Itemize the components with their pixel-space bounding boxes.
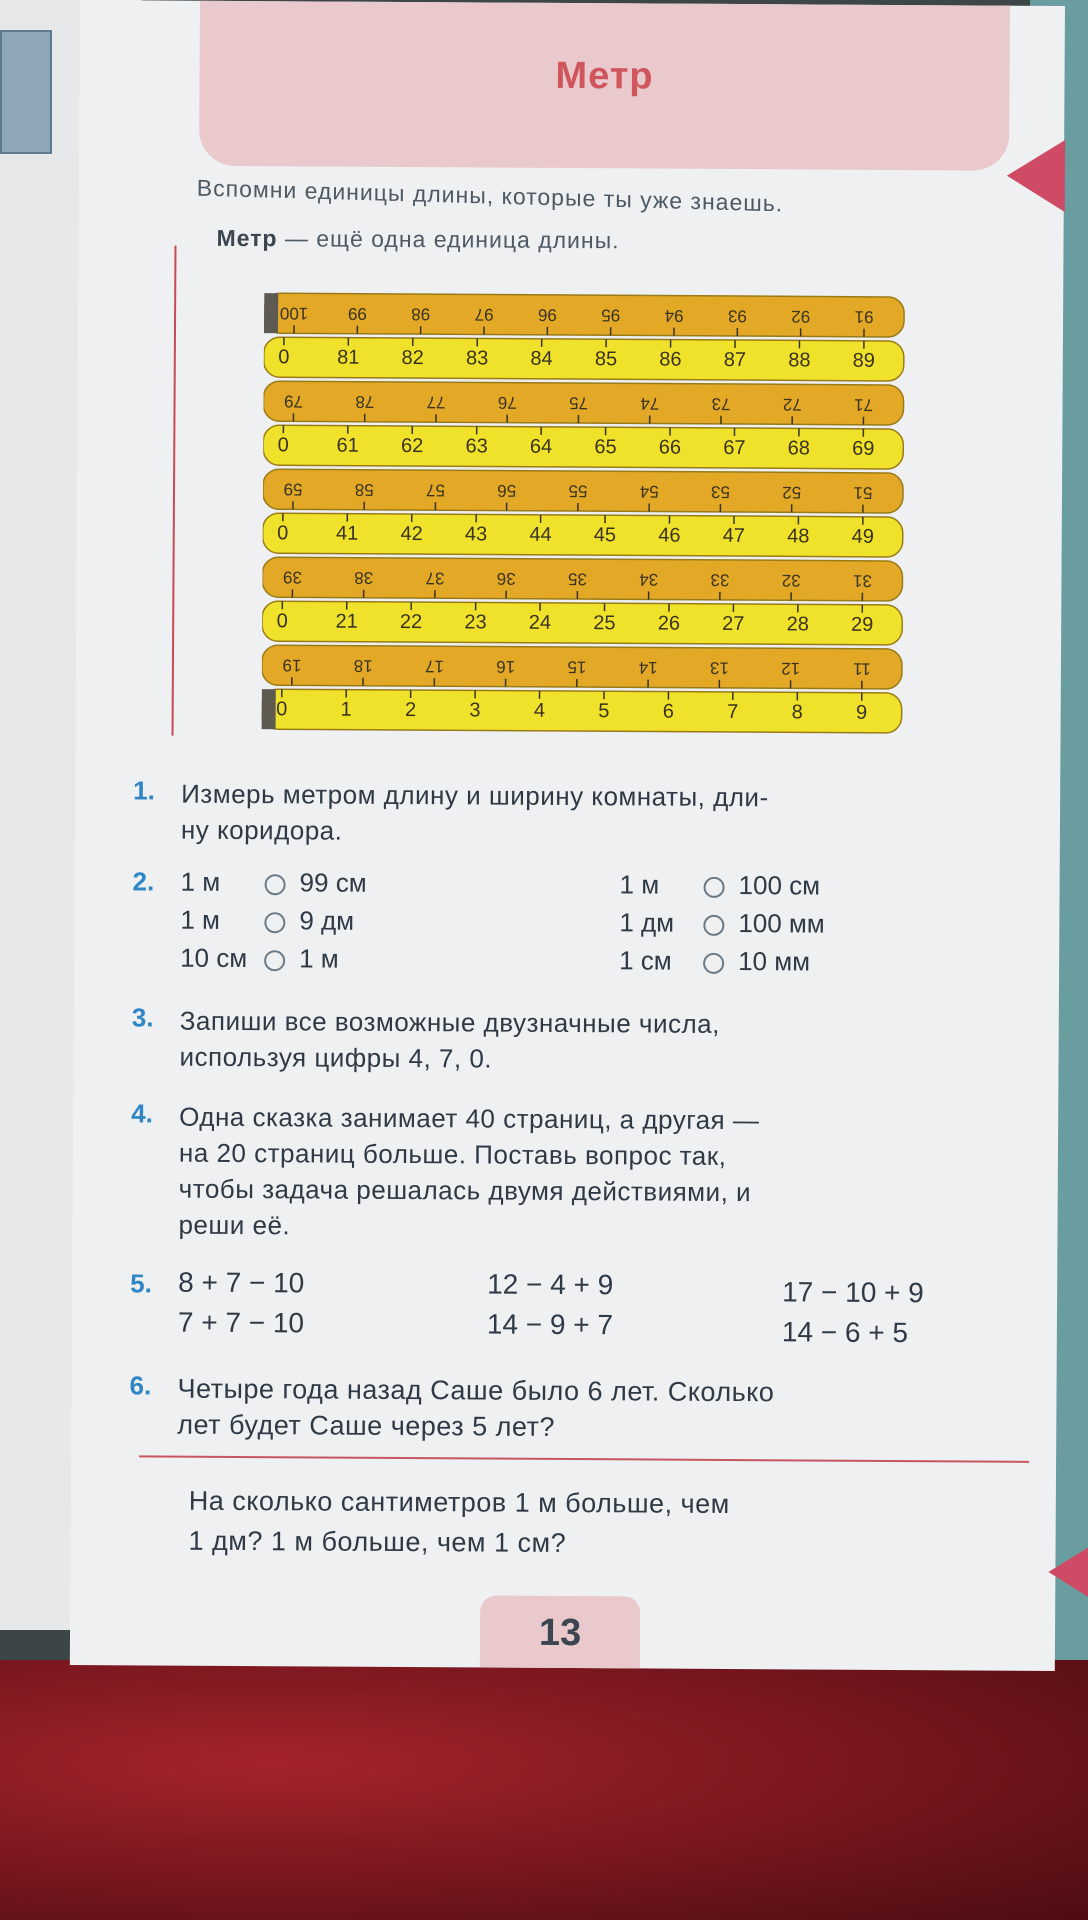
bookmark-triangle-top	[1007, 140, 1065, 212]
ruler-mark-label: 97	[474, 304, 494, 325]
comparison-left: 1 м	[180, 866, 221, 897]
ruler-mark-label: 73	[711, 394, 731, 414]
ruler-segment	[262, 557, 902, 601]
ruler-mark-label: 26	[657, 612, 681, 635]
ruler-mark-label: 35	[567, 569, 587, 589]
task-number: 3.	[131, 1002, 154, 1033]
ruler-mark-label: 19	[282, 655, 302, 675]
ruler-mark-label: 22	[399, 610, 423, 634]
definition	[216, 225, 619, 254]
ruler-mark-label: 37	[425, 568, 445, 588]
ruler-segment-body	[262, 689, 902, 733]
comparison	[180, 943, 339, 975]
task-line: Измерь метром длину и ширину комнаты, дли-	[181, 778, 769, 813]
comparison-right: 10 мм	[738, 946, 811, 977]
comparison-right: 100 мм	[738, 908, 825, 939]
textbook-page	[70, 0, 1065, 1671]
ruler-mark-label: 56	[497, 481, 517, 501]
page-title: Метр	[555, 54, 654, 98]
ruler-mark-label: 15	[567, 657, 587, 677]
task-text	[179, 1003, 1039, 1080]
ruler-segment	[263, 513, 903, 557]
ruler-mark-label: 64	[529, 435, 553, 458]
ruler-mark-label: 76	[497, 393, 517, 413]
compare-circle[interactable]	[703, 914, 724, 935]
ruler-mark-label: 21	[335, 610, 358, 633]
compare-circle[interactable]	[264, 912, 285, 933]
bonus-line: 1 дм? 1 м больше, чем 1 см?	[188, 1525, 567, 1558]
compare-circle[interactable]	[704, 876, 725, 897]
ruler-mark-label: 47	[722, 524, 746, 548]
ruler-mark-label: 46	[658, 524, 681, 547]
ruler-mark-label: 4	[533, 699, 546, 722]
ruler-mark-label: 54	[639, 481, 659, 502]
ruler-mark-label: 27	[722, 612, 745, 636]
ruler-mark-label: 11	[853, 659, 871, 679]
ruler-mark-label: 16	[496, 657, 516, 677]
ruler-mark-label: 0	[278, 346, 290, 369]
ruler-mark-label: 31	[852, 571, 872, 591]
compare-circle[interactable]	[703, 952, 724, 973]
ruler-mark-label: 65	[594, 436, 617, 459]
ruler-segment	[263, 425, 903, 469]
comparison-left: 1 м	[180, 904, 221, 935]
bonus-line: На сколько сантиметров 1 м больше, чем	[188, 1485, 730, 1519]
ruler-mark-label: 68	[787, 437, 811, 460]
compare-circle[interactable]	[264, 950, 285, 971]
header-banner	[199, 1, 1010, 171]
ruler-mark-label: 57	[425, 480, 446, 500]
comparison	[620, 869, 821, 901]
ruler-mark-label: 69	[852, 437, 875, 460]
red-cloth	[0, 1660, 1088, 1920]
page-number-tab	[480, 1595, 640, 1668]
ruler-mark-label: 61	[336, 434, 359, 457]
ruler-mark-label: 24	[528, 611, 552, 634]
ruler-mark-label: 93	[727, 306, 747, 326]
ruler-mark-label: 23	[464, 611, 487, 634]
definition-text: — ещё одна единица длины.	[277, 225, 620, 254]
ruler-segment	[262, 601, 902, 645]
ruler-mark-label: 14	[638, 657, 658, 678]
ruler-mark-label: 74	[640, 393, 660, 414]
ruler-mark-label: 87	[723, 348, 747, 372]
ruler-mark-label: 5	[598, 700, 610, 723]
ruler-mark-label: 39	[282, 567, 302, 587]
task-line: на 20 страниц больше. Поставь вопрос так,	[178, 1137, 727, 1171]
compare-circle[interactable]	[265, 874, 286, 895]
ruler-end-cap	[264, 293, 278, 333]
ruler-segment	[263, 381, 903, 425]
ruler-mark-label: 29	[851, 613, 874, 636]
ruler-mark-label: 43	[464, 523, 488, 546]
ruler-mark-label: 67	[723, 436, 746, 460]
ruler-mark-label: 72	[782, 394, 802, 414]
ruler-mark-label: 95	[601, 305, 621, 325]
ruler-mark-label: 7	[727, 700, 739, 724]
page-number: 13	[538, 1611, 582, 1655]
definition-term: Метр	[216, 224, 278, 252]
ruler-mark-label: 55	[568, 481, 588, 501]
ruler-mark-label: 94	[664, 306, 684, 326]
ruler-mark-label: 82	[401, 346, 424, 370]
ruler-mark-label: 91	[854, 307, 874, 327]
ruler-mark-label: 96	[537, 305, 557, 325]
ruler-mark-label: 25	[593, 612, 616, 635]
task-line: чтобы задача решалась двумя действиями, и	[178, 1173, 752, 1208]
expression: 7 + 7 − 10	[177, 1306, 305, 1339]
ruler-mark-label: 63	[465, 435, 488, 458]
ruler-mark-label: 85	[594, 348, 618, 371]
task-line: реши её.	[178, 1209, 291, 1241]
ruler-mark-label: 0	[276, 610, 288, 633]
task-line: Четыре года назад Саше было 6 лет. Сколько	[177, 1373, 775, 1408]
ruler-mark-label: 2	[404, 698, 417, 722]
ruler-mark-label: 77	[426, 392, 446, 412]
ruler-mark-label: 58	[354, 480, 374, 500]
ruler-mark-label: 8	[791, 701, 803, 724]
task-number: 5.	[130, 1268, 152, 1299]
ruler-mark-label: 32	[781, 570, 801, 590]
comparison-left: 1 дм	[619, 907, 675, 938]
comparison-right: 100 см	[738, 870, 821, 901]
ruler-mark-label: 62	[400, 434, 424, 458]
ruler-mark-label: 51	[853, 483, 873, 503]
ruler-segment	[262, 689, 902, 733]
ruler-mark-label: 75	[569, 393, 589, 413]
bonus-question	[188, 1481, 1018, 1566]
task-line: ну коридора.	[180, 814, 343, 846]
ruler-mark-label: 33	[710, 570, 730, 590]
comparison-right: 1 м	[299, 943, 339, 974]
task-text	[181, 776, 1041, 853]
task-number: 4.	[131, 1098, 153, 1129]
ruler-mark-label: 89	[852, 349, 876, 372]
expression: 14 − 9 + 7	[486, 1308, 614, 1341]
ruler-mark-label: 49	[851, 525, 874, 548]
ruler-mark-label: 88	[788, 349, 811, 372]
ruler-mark-label: 0	[277, 522, 289, 545]
task-number: 6.	[129, 1370, 152, 1401]
margin-line	[172, 246, 177, 736]
comparison-right: 99 см	[299, 867, 367, 898]
ruler-mark-label: 99	[347, 304, 367, 324]
left-page-illustration	[0, 30, 52, 154]
task-line: Одна сказка занимает 40 страниц, а другая —	[179, 1101, 760, 1136]
ruler-mark-label: 0	[277, 434, 289, 457]
comparison	[619, 907, 825, 939]
folding-ruler	[261, 289, 914, 743]
comparison-right: 9 дм	[299, 905, 355, 936]
bookmark-triangle-bottom	[1048, 1536, 1088, 1608]
ruler-mark-label: 66	[658, 436, 682, 459]
intro-text: Вспомни единицы длины, которые ты уже знаешь.	[196, 174, 784, 217]
ruler-mark-label: 83	[465, 347, 489, 370]
ruler-mark-label: 78	[355, 392, 375, 412]
ruler-mark-label: 9	[856, 701, 868, 724]
comparison	[181, 867, 367, 899]
task-text	[177, 1371, 1037, 1448]
ruler-mark-label: 100	[279, 303, 309, 323]
ruler-mark-label: 45	[593, 524, 617, 547]
task-number: 1.	[133, 775, 155, 806]
ruler-mark-label: 53	[710, 482, 731, 502]
ruler-mark-label: 18	[353, 656, 373, 676]
expression: 12 − 4 + 9	[487, 1268, 614, 1301]
comparison	[619, 945, 810, 977]
folding-ruler-illustration	[261, 289, 914, 743]
ruler-mark-label: 3	[469, 699, 481, 722]
ruler-mark-label: 12	[781, 658, 801, 678]
ruler-end-cap	[262, 689, 276, 729]
ruler-mark-label: 34	[639, 569, 659, 590]
ruler-segment	[264, 293, 904, 337]
task-line: лет будет Саше через 5 лет?	[177, 1409, 556, 1442]
task-number: 2.	[132, 866, 155, 897]
ruler-mark-label: 86	[659, 348, 682, 371]
divider-line	[139, 1455, 1029, 1462]
ruler-mark-label: 44	[529, 523, 552, 546]
ruler-mark-label: 52	[782, 482, 802, 502]
ruler-mark-label: 28	[786, 613, 809, 636]
expression: 17 − 10 + 9	[782, 1276, 924, 1309]
ruler-segment	[262, 645, 902, 689]
comparison	[180, 905, 354, 937]
ruler-mark-label: 38	[354, 568, 374, 588]
ruler-mark-label: 81	[337, 346, 360, 369]
ruler-mark-label: 0	[276, 698, 288, 721]
ruler-mark-label: 1	[340, 698, 352, 721]
ruler-mark-label: 36	[496, 569, 516, 589]
ruler-segment	[264, 337, 904, 381]
ruler-mark-label: 79	[284, 391, 304, 411]
ruler-mark-label: 13	[709, 658, 729, 678]
comparison-left: 1 см	[619, 945, 672, 976]
ruler-mark-label: 84	[530, 347, 553, 370]
ruler-mark-label: 17	[424, 656, 444, 676]
task-line: Запиши все возможные двузначные числа,	[179, 1005, 720, 1039]
ruler-mark-label: 41	[335, 522, 359, 545]
task-line: используя цифры 4, 7, 0.	[179, 1041, 493, 1074]
expression: 14 − 6 + 5	[781, 1316, 909, 1349]
ruler-mark-label: 98	[411, 304, 431, 324]
ruler-mark-label: 48	[787, 525, 810, 548]
ruler-segment	[263, 469, 903, 513]
expression: 8 + 7 − 10	[178, 1266, 305, 1299]
ruler-mark-label: 6	[662, 700, 674, 723]
comparison-left: 1 м	[619, 869, 660, 900]
ruler-mark-label: 59	[283, 479, 303, 499]
comparison-left: 10 см	[180, 942, 248, 974]
ruler-mark-label: 42	[400, 522, 423, 546]
ruler-mark-label: 92	[791, 306, 811, 326]
ruler-mark-label: 71	[854, 395, 874, 415]
task-text	[178, 1099, 1039, 1248]
